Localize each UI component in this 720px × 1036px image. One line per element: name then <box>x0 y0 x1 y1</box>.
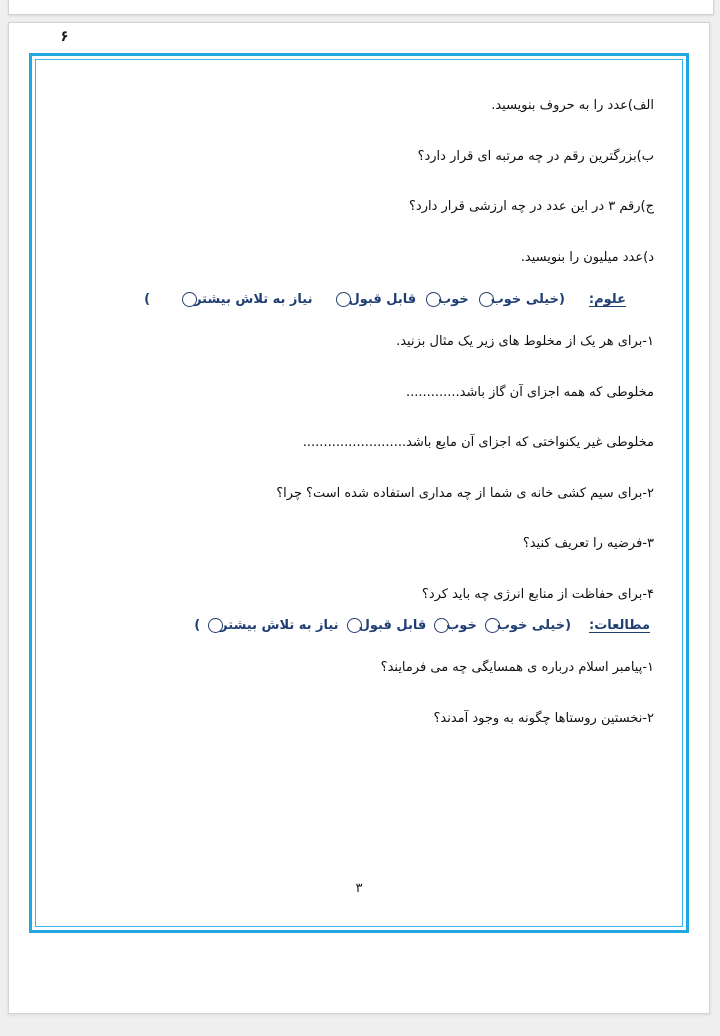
rating-bubble-social-acceptable[interactable] <box>347 618 362 633</box>
rating-open-paren-social: ( <box>565 618 572 633</box>
document-page <box>8 22 710 1014</box>
rating-option-science-acceptable[interactable] <box>334 292 416 307</box>
page-border-frame <box>29 53 689 933</box>
rating-option-science-good[interactable] <box>424 292 469 307</box>
rating-close-paren-science: ) <box>144 292 151 307</box>
rating-option-science-needs-effort[interactable] <box>180 292 312 307</box>
subject-label-social-studies: مطالعات: <box>589 618 650 633</box>
social-question-1: ۱-پیامبر اسلام درباره ی همسایگی چه می فرمایند؟ <box>380 660 654 675</box>
rating-label-science-acceptable: قابل قبول <box>348 292 417 307</box>
rating-label-social-needs-effort: نیاز به تلاش بیشتر <box>220 618 339 633</box>
rating-label-science-good: خوب <box>438 292 469 307</box>
rating-option-social-needs-effort[interactable] <box>206 618 338 633</box>
social-question-2: ۲-نخستین روستاها چگونه به وجود آمدند؟ <box>433 710 654 726</box>
science-question-1: ۱-برای هر یک از مخلوط های زیر یک مثال بزنید. <box>396 334 654 349</box>
science-question-2: ۲-برای سیم کشی خانه ی شما از چه مداری استفاده شده است؟ چرا؟ <box>276 485 654 501</box>
rating-open-paren-science: ( <box>558 292 565 307</box>
math-question-dal: د)عدد میلیون را بنویسید. <box>520 249 654 265</box>
rating-label-science-very-good: خیلی خوب <box>490 292 559 307</box>
rating-option-social-very-good[interactable] <box>483 618 565 633</box>
previous-page-sliver <box>8 0 714 15</box>
rating-label-social-acceptable: قابل قبول <box>358 618 427 633</box>
rating-option-social-acceptable[interactable] <box>345 618 427 633</box>
subject-label-science: علوم: <box>588 292 626 307</box>
rating-bubble-science-very-good[interactable] <box>479 292 494 307</box>
rating-label-science-needs-effort: نیاز به تلاش بیشتر <box>194 292 313 307</box>
science-question-1b-blank: مخلوطی غیر یکنواختی که اجزای آن مایع باشد......................... <box>302 435 654 450</box>
science-question-4: ۴-برای حفاظت از منابع انرژی چه باید کرد؟ <box>421 586 654 602</box>
corner-handwritten-mark: ۶ <box>60 26 69 46</box>
subject-rating-row-science <box>64 292 654 307</box>
rating-option-social-good[interactable] <box>432 618 477 633</box>
rating-option-science-very-good[interactable] <box>477 292 559 307</box>
rating-label-social-very-good: خیلی خوب <box>496 618 566 633</box>
math-question-jim: ج)رقم ۳ در این عدد در چه ارزشی قرار دارد؟ <box>409 199 654 214</box>
science-question-1a-blank: مخلوطی که همه اجزای آن گاز باشد............. <box>405 384 654 400</box>
rating-close-paren-social: ) <box>194 618 201 633</box>
rating-bubble-social-very-good[interactable] <box>485 618 500 633</box>
subject-rating-row-social-studies <box>64 618 654 633</box>
rating-label-social-good: خوب <box>446 618 477 633</box>
science-question-3: ۳-فرضیه را تعریف کنید؟ <box>522 536 654 551</box>
math-question-alef: الف)عدد را به حروف بنویسید. <box>491 98 654 113</box>
math-question-be: ب)بزرگترین رقم در چه مرتبه ای قرار دارد؟ <box>417 148 654 164</box>
page-number: ۳ <box>355 881 363 896</box>
rating-bubble-science-needs-effort[interactable] <box>182 292 197 307</box>
worksheet-content <box>32 56 686 930</box>
